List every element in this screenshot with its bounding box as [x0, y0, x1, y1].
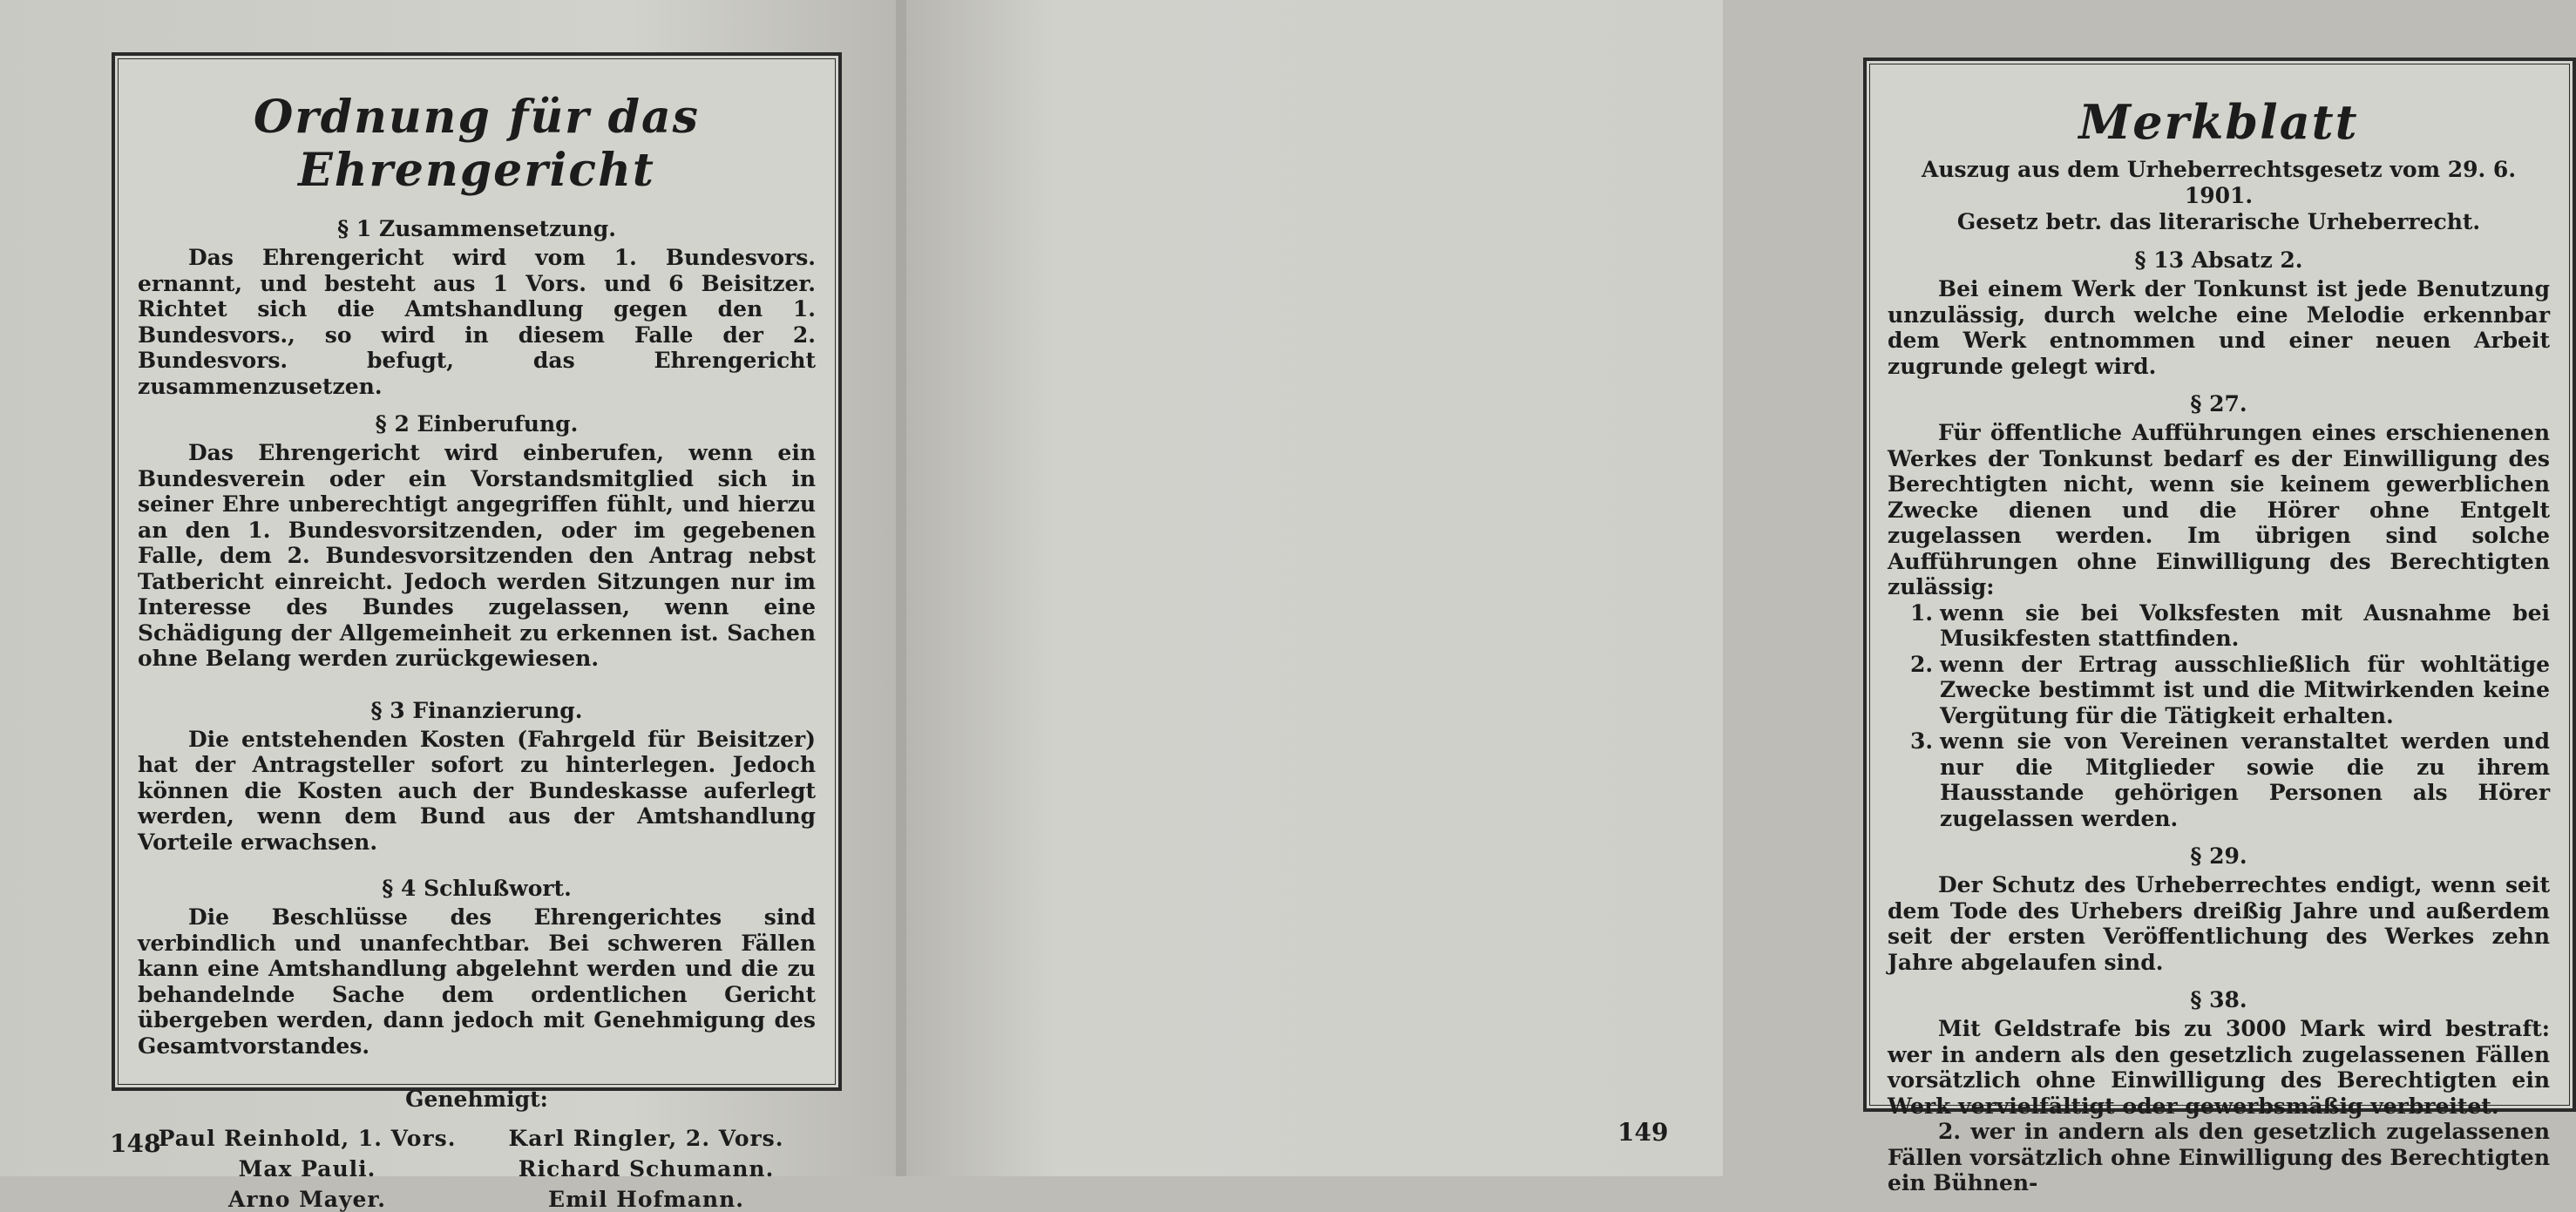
section-text-4: Die Beschlüsse des Ehrengerichtes sind verbindlich und unanfechtbar. Bei schweren Fällen kann eine Amtshandlung abgelehnt werden und die zu behandelnde Sache dem ordentlichen Gericht übergeben werden, dann jedoch mit Genehmigung des Gesamtvorstandes.: [138, 904, 816, 1059]
section-heading-1: § 1 Zusammensetzung.: [337, 216, 616, 241]
section-heading-38: § 38.: [2190, 987, 2247, 1012]
signer: Richard Schumann.: [518, 1156, 775, 1182]
section-text-38: Mit Geldstrafe bis zu 3000 Mark wird bestraft: wer in andern als den gesetzlich zugelassenen Fällen vorsätzlich ohne Einwilligung des Berechtigten ein Werk vervielfältigt oder gewerbsmäßig verbreitet.: [1888, 1016, 2550, 1119]
section-heading-2: § 2 Einberufung.: [375, 411, 579, 437]
section-text-27: Für öffentliche Aufführungen eines erschienenen Werkes der Tonkunst bedarf es der Einwilligung des Berechtigten nicht, wenn sie keinem gewerblichen Zwecke dienen und die Hörer ohne Entgelt zugelassen werden. Im übrigen sind solche Aufführungen ohne Einwilligung des Berechtigten zulässig:: [1888, 420, 2550, 599]
signers-list: [138, 1126, 816, 1212]
section-text-29: Der Schutz des Urheberrechtes endigt, wenn seit dem Tode des Urhebers dreißig Jahre und außerdem seit der ersten Veröffentlichung des Werkes zehn Jahre abgelaufen sind.: [1888, 872, 2550, 975]
section-heading-4: § 4 Schlußwort.: [382, 876, 572, 901]
section-text-2: Das Ehrengericht wird einberufen, wenn ein Bundesverein oder ein Vorstandsmitglied sich in seiner Ehre unberechtigt angegriffen fühlt, und hierzu an den 1. Bundesvorsitzenden, oder im gegebenen Falle, dem 2. Bundesvorsitzenden den Antrag nebst Tatbericht einreicht. Jedoch werden Sitzungen nur im Interesse des Bundes zugelassen, wenn eine Schädigung der Allgemeinheit zu erkennen ist. Sachen ohne Belang werden zurückgewiesen.: [138, 440, 816, 671]
section-heading-13: § 13 Absatz 2.: [2134, 247, 2303, 273]
section-text-38-cont: 2. wer in andern als den gesetzlich zugelassenen Fällen vorsätzlich ohne Einwilligung des Berechtigten ein Bühnen-: [1888, 1119, 2550, 1195]
left-title: Ordnung für das Ehrengericht: [254, 91, 700, 197]
section-heading-3: § 3 Finanzierung.: [370, 697, 583, 723]
right-subtitle-line-1: Auszug aus dem Urheberrechtsgesetz vom 29. 6. 1901.: [1921, 157, 2517, 208]
section-text-13: Bei einem Werk der Tonkunst ist jede Benutzung unzulässig, durch welche eine Melodie erkennbar dem Werk entnommen und einer neuen Arbeit zugrunde gelegt wird.: [1888, 276, 2550, 379]
section-text-1: Das Ehrengericht wird vom 1. Bundesvors. ernannt, und besteht aus 1 Vors. und 6 Beisitzer. Richtet sich die Amtshandlung gegen den 1. Bundesvors., so wird in diesem Falle der 2. Bundesvors. befugt, das Ehrengericht zusammenzusetzen.: [138, 245, 816, 399]
approved-label: Genehmigt:: [405, 1087, 548, 1112]
signer: Max Pauli.: [238, 1156, 376, 1182]
signer: Paul Reinhold, 1. Vors.: [158, 1126, 457, 1151]
list-item: 3. wenn sie von Vereinen veranstaltet werden und nur die Mitglieder sowie die zu ihrem Hausstande gehörigen Personen als Hörer zugelassen werden.: [1910, 728, 2550, 831]
right-page: [906, 0, 2550, 1195]
section-27-list: [1888, 600, 2550, 832]
signer: Emil Hofmann.: [548, 1187, 744, 1212]
page-number-right: 149: [1617, 1118, 1669, 1147]
left-page: [0, 0, 899, 1212]
right-subtitle: [1888, 157, 2550, 235]
right-title: Merkblatt: [2078, 94, 2359, 150]
signer: Karl Ringler, 2. Vors.: [508, 1126, 784, 1151]
right-text-frame: [1863, 58, 2576, 1195]
section-heading-27: § 27.: [2190, 391, 2247, 416]
list-item: 1. wenn sie bei Volksfesten mit Ausnahme bei Musikfesten stattfinden.: [1910, 599, 2550, 651]
page-number-left: 148: [110, 1129, 161, 1158]
section-heading-29: § 29.: [2190, 843, 2247, 869]
signer: Arno Mayer.: [227, 1187, 386, 1212]
list-item: 2. wenn der Ertrag ausschließlich für wohltätige Zwecke bestimmt ist und die Mitwirkenden keine Vergütung für die Tätigkeit erhalten.: [1910, 651, 2550, 728]
section-text-3: Die entstehenden Kosten (Fahrgeld für Beisitzer) hat der Antragsteller sofort zu hinterlegen. Jedoch können die Kosten auch der Bundeskasse auferlegt werden, wenn dem Bund aus der Amtshandlung Vorteile erwachsen.: [138, 726, 816, 855]
right-subtitle-line-2: Gesetz betr. das literarische Urheberrecht.: [1956, 209, 2481, 234]
